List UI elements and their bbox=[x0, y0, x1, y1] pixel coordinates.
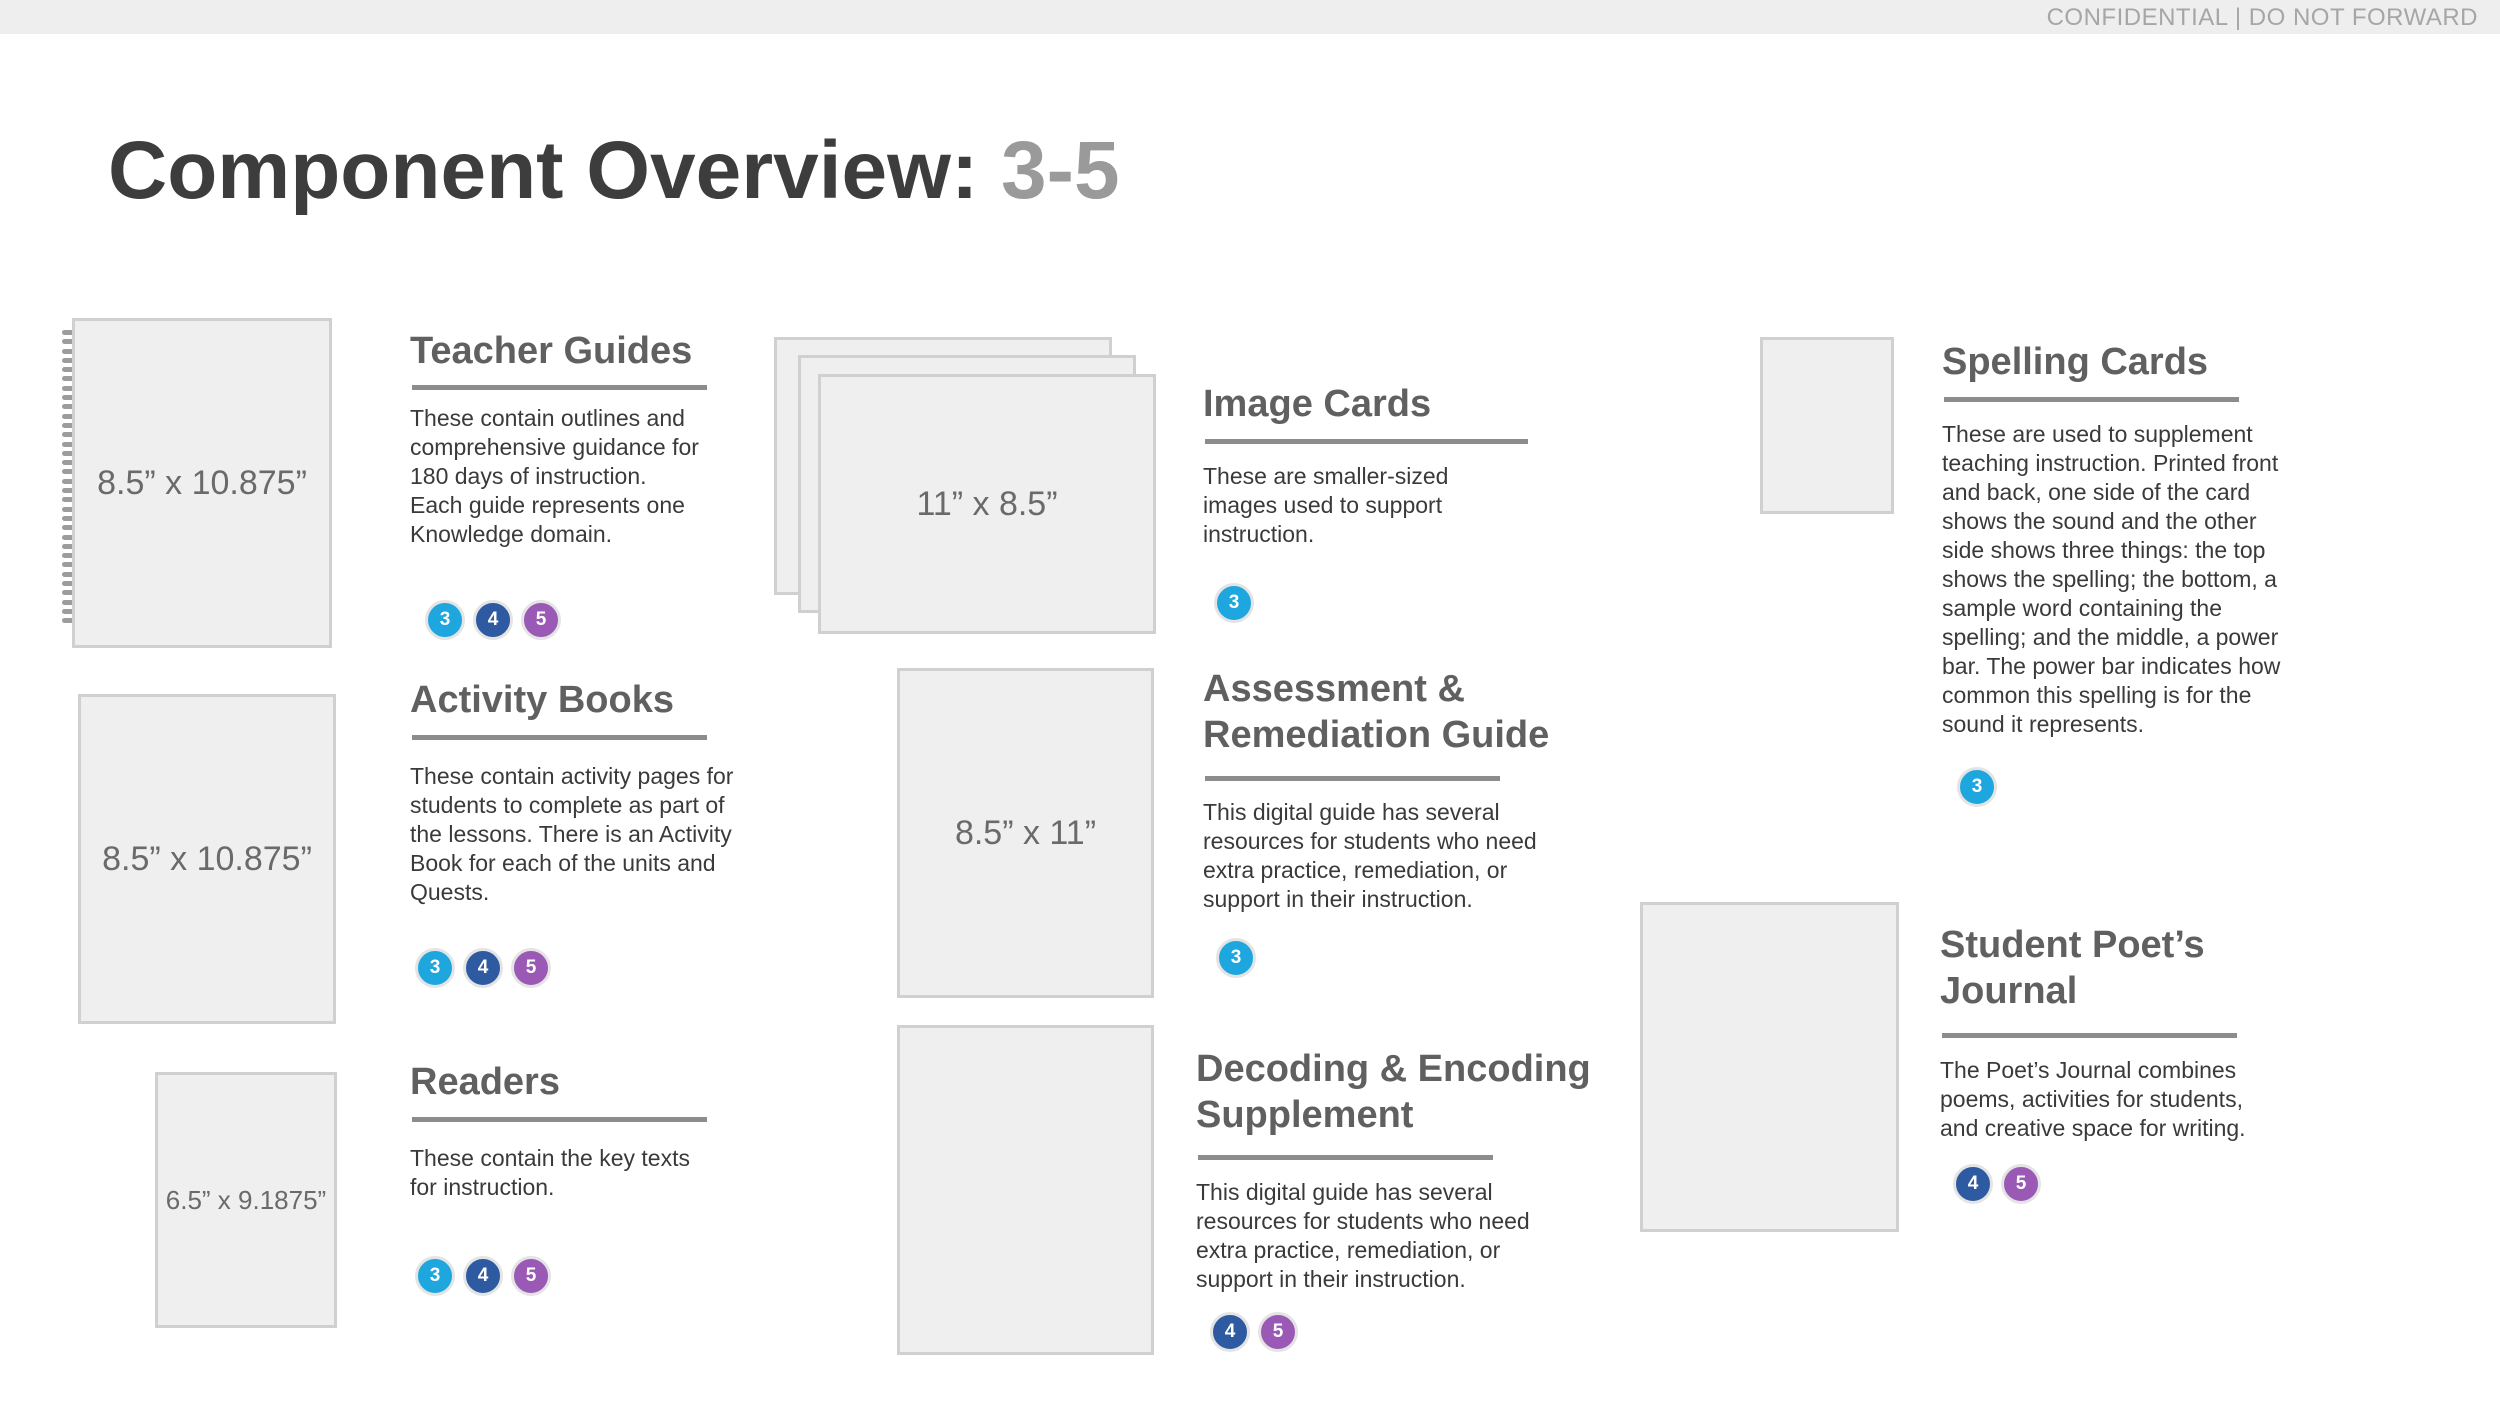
grade-badge: 3 bbox=[1216, 938, 1256, 978]
grade-badge: 3 bbox=[1214, 583, 1254, 623]
grade-badge: 3 bbox=[425, 600, 465, 640]
reader-image bbox=[155, 1072, 337, 1328]
spelling-cards-heading: Spelling Cards bbox=[1942, 341, 2209, 383]
grade-badge: 4 bbox=[473, 600, 513, 640]
image-cards-heading: Image Cards bbox=[1203, 383, 1432, 425]
grade-badge: 5 bbox=[511, 1256, 551, 1296]
top-bar bbox=[0, 0, 2500, 34]
grade-badge: 3 bbox=[415, 1256, 455, 1296]
assessment-guide-size-label: 8.5” x 11” bbox=[954, 813, 1097, 852]
assessment-remediation-description: This digital guide has several resources for students who need extra practice, remediation, or support in their instruction. bbox=[1203, 799, 1537, 912]
activity-book-size-label: 8.5” x 10.875” bbox=[102, 839, 312, 878]
grade-badge: 4 bbox=[1210, 1312, 1250, 1352]
decoding-encoding-description: This digital guide has several resources for students who need extra practice, remediation, or support in their instruction. bbox=[1196, 1179, 1530, 1292]
readers-heading: Readers bbox=[410, 1061, 560, 1103]
decoding-encoding-grade-badges bbox=[1210, 1312, 1298, 1352]
page-title bbox=[108, 124, 1120, 218]
reader-size-label: 6.5” x 9.1875” bbox=[165, 1184, 327, 1215]
image-cards-description: These are smaller-sized images used to support instruction. bbox=[1203, 463, 1449, 547]
grade-badge: 5 bbox=[521, 600, 561, 640]
grade-badge: 5 bbox=[511, 948, 551, 988]
poets-journal-description: The Poet’s Journal combines poems, activities for students, and creative space for writing. bbox=[1940, 1057, 2246, 1141]
spelling-cards-rule bbox=[1944, 397, 2239, 402]
teacher-guide-size-label: 8.5” x 10.875” bbox=[97, 463, 307, 502]
teacher-guides-description: These contain outlines and comprehensive guidance for 180 days of instruction. Each guide represents one Knowledge domain. bbox=[410, 405, 699, 547]
grade-badge: 3 bbox=[415, 948, 455, 988]
teacher-guides-grade-badges bbox=[425, 600, 561, 640]
teacher-guide-image bbox=[72, 318, 332, 648]
grade-badge: 4 bbox=[1953, 1164, 1993, 1204]
grade-badge: 3 bbox=[1957, 767, 1997, 807]
readers-rule bbox=[412, 1117, 707, 1122]
decoding-encoding-rule bbox=[1198, 1155, 1493, 1160]
grade-badge: 5 bbox=[2001, 1164, 2041, 1204]
assessment-remediation-grade-badges bbox=[1216, 938, 1256, 978]
teacher-guides-heading: Teacher Guides bbox=[410, 330, 693, 372]
image-cards-grade-badges bbox=[1214, 583, 1254, 623]
activity-books-heading: Activity Books bbox=[410, 679, 674, 721]
decoding-encoding-image bbox=[897, 1025, 1154, 1355]
decoding-encoding-heading: Decoding & Encoding Supplement bbox=[1196, 1048, 1591, 1136]
poets-journal-grade-badges bbox=[1953, 1164, 2041, 1204]
image-card-front bbox=[818, 374, 1156, 634]
activity-book-image bbox=[78, 694, 336, 1024]
spelling-cards-description: These are used to supplement teaching instruction. Printed front and back, one side of the card shows the sound and the other side shows three things: the top shows the spelling; the bottom, a sample word containing the spelling; and the middle, a power bar. The power bar indicates how common this spelling is for the sound it represents. bbox=[1942, 421, 2281, 737]
activity-books-grade-badges bbox=[415, 948, 551, 988]
teacher-guides-rule bbox=[412, 385, 707, 390]
activity-books-rule bbox=[412, 735, 707, 740]
poets-journal-rule bbox=[1942, 1033, 2237, 1038]
grade-badge: 5 bbox=[1258, 1312, 1298, 1352]
poets-journal-heading: Student Poet’s Journal bbox=[1940, 924, 2205, 1012]
spelling-cards-grade-badges bbox=[1957, 767, 1997, 807]
readers-description: These contain the key texts for instruction. bbox=[410, 1145, 690, 1200]
assessment-remediation-rule bbox=[1205, 776, 1500, 781]
confidential-notice: CONFIDENTIAL | DO NOT FORWARD bbox=[2046, 4, 2478, 31]
assessment-guide-image bbox=[897, 668, 1154, 998]
assessment-remediation-heading: Assessment & Remediation Guide bbox=[1203, 668, 1550, 756]
readers-grade-badges bbox=[415, 1256, 551, 1296]
poets-journal-image bbox=[1640, 902, 1899, 1232]
image-card-size-label: 11” x 8.5” bbox=[916, 484, 1058, 523]
grade-badge: 4 bbox=[463, 1256, 503, 1296]
grade-badge: 4 bbox=[463, 948, 503, 988]
activity-books-description: These contain activity pages for students to complete as part of the lessons. There is an Activity Book for each of the units and Quests. bbox=[410, 763, 734, 905]
spelling-card-image bbox=[1760, 337, 1894, 514]
page-title-grade-range: 3-5 bbox=[1001, 125, 1120, 216]
page-title-main: Component Overview: bbox=[108, 125, 979, 216]
image-cards-rule bbox=[1205, 439, 1528, 444]
